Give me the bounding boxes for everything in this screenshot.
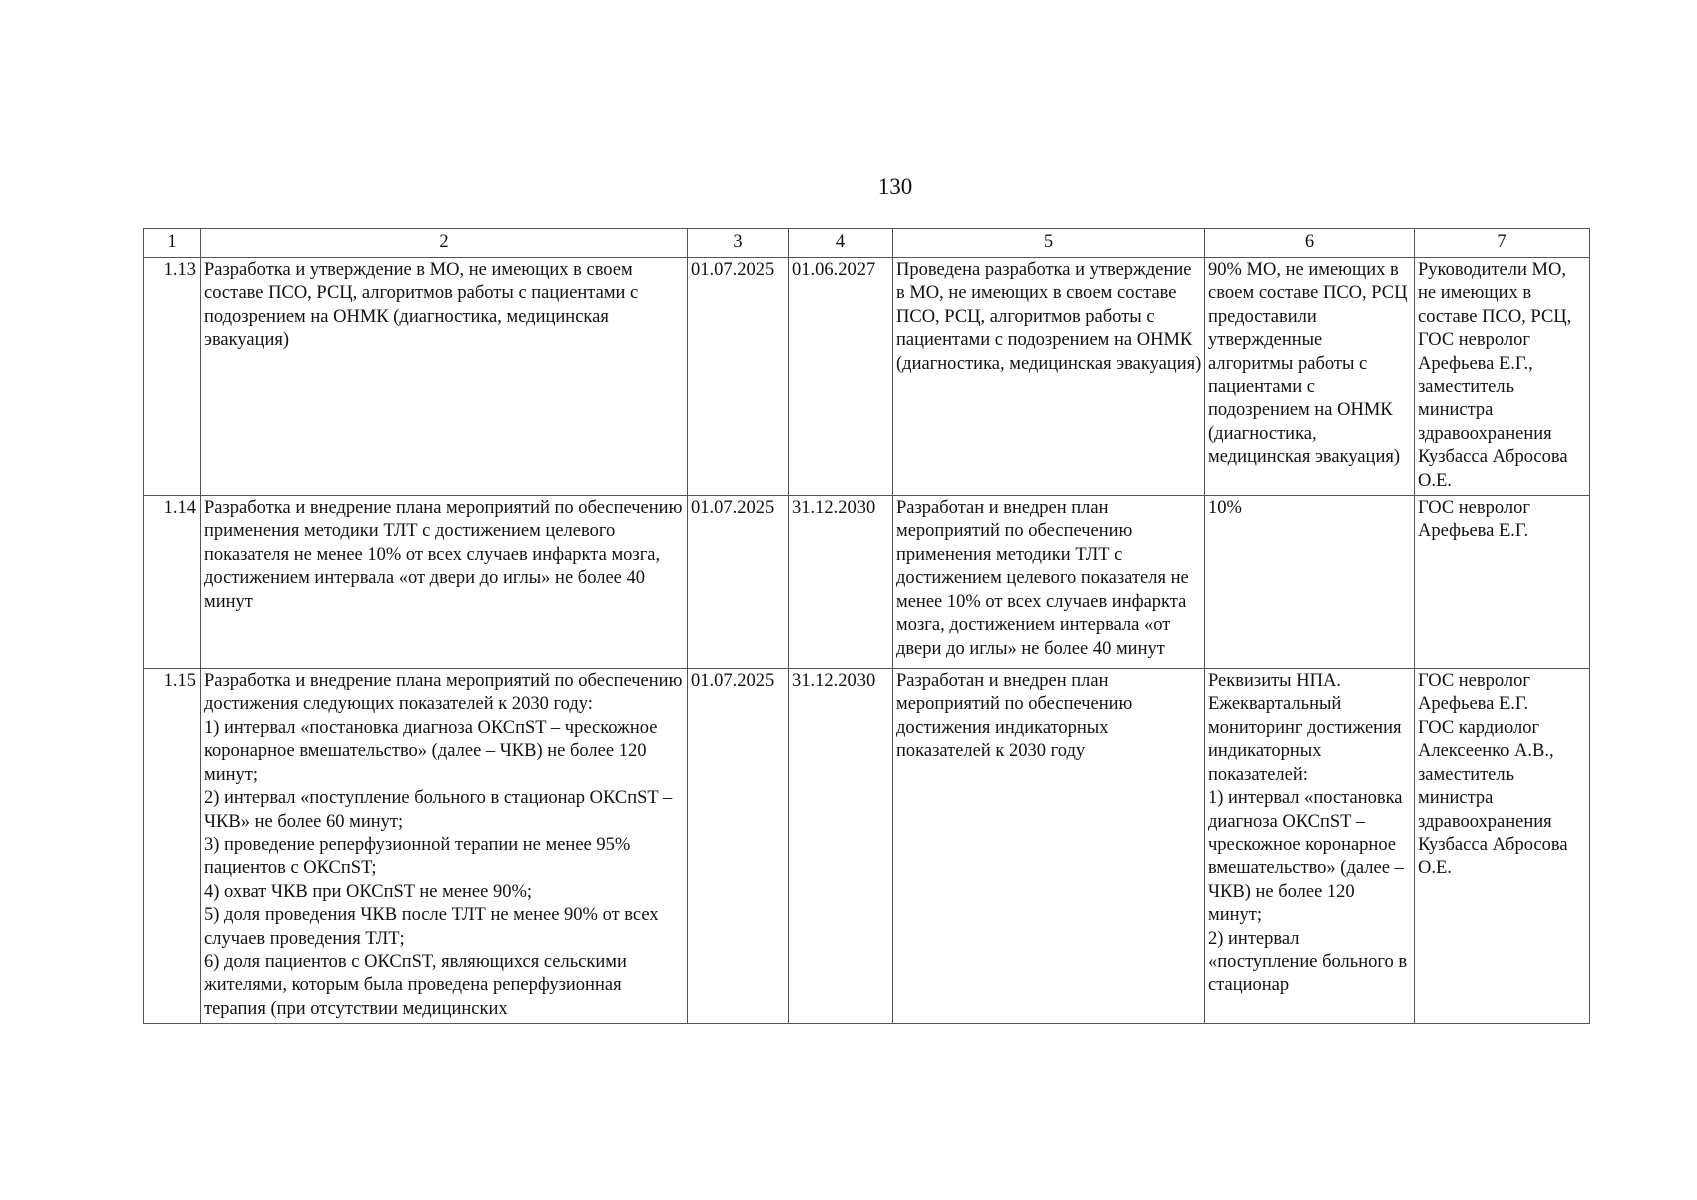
action-plan-table <box>143 228 1590 1024</box>
result-cell: Разработан и внедрен план мероприятий по обеспечению применения методики ТЛТ с достижением целевого показателя не менее 10% от всех случаев инфаркта мозга, достижением интервала «от двери до иглы» не более 40 минут <box>893 496 1205 669</box>
end-date-cell: 01.06.2027 <box>789 258 893 496</box>
start-date-cell: 01.07.2025 <box>688 496 789 669</box>
indicator-cell: 10% <box>1205 496 1415 669</box>
row-number: 1.14 <box>144 496 201 669</box>
column-header-2: 2 <box>201 229 688 258</box>
indicator-cell: Реквизиты НПА. Ежеквартальный мониторинг достижения индикаторных показателей: 1) интервал «постановка диагноза ОКСпST – чрескожное коронарное вмешательство» (далее – ЧКВ) не более 120 минут; 2) интервал «поступление больного в стационар <box>1205 669 1415 1024</box>
indicator-cell: 90% МО, не имеющих в своем составе ПСО, РСЦ предоставили утвержденные алгоритмы работы с пациентами с подозрением на ОНМК (диагностика, медицинская эвакуация) <box>1205 258 1415 496</box>
responsible-cell: ГОС невролог Арефьева Е.Г. ГОС кардиолог Алексеенко А.В., заместитель министра здравоохранения Кузбасса Абросова О.Е. <box>1415 669 1590 1024</box>
row-number: 1.15 <box>144 669 201 1024</box>
table-row <box>144 258 1590 496</box>
result-cell: Разработан и внедрен план мероприятий по обеспечению достижения индикаторных показателей к 2030 году <box>893 669 1205 1024</box>
task-cell: Разработка и утверждение в МО, не имеющих в своем составе ПСО, РСЦ, алгоритмов работы с пациентами с подозрением на ОНМК (диагностика, медицинская эвакуация) <box>201 258 688 496</box>
column-header-6: 6 <box>1205 229 1415 258</box>
task-cell: Разработка и внедрение плана мероприятий по обеспечению применения методики ТЛТ с достижением целевого показателя не менее 10% от всех случаев инфаркта мозга, достижением интервала «от двери до иглы» не более 40 минут <box>201 496 688 669</box>
row-number: 1.13 <box>144 258 201 496</box>
start-date-cell: 01.07.2025 <box>688 258 789 496</box>
responsible-cell: Руководители МО, не имеющих в составе ПСО, РСЦ, ГОС невролог Арефьева Е.Г., заместитель министра здравоохранения Кузбасса Абросова О.Е. <box>1415 258 1590 496</box>
column-header-5: 5 <box>893 229 1205 258</box>
table-row <box>144 496 1590 669</box>
table-row <box>144 669 1590 1024</box>
end-date-cell: 31.12.2030 <box>789 496 893 669</box>
header-row <box>144 229 1590 258</box>
start-date-cell: 01.07.2025 <box>688 669 789 1024</box>
column-header-7: 7 <box>1415 229 1590 258</box>
column-header-1: 1 <box>144 229 201 258</box>
page-number: 130 <box>877 174 913 199</box>
responsible-cell: ГОС невролог Арефьева Е.Г. <box>1415 496 1590 669</box>
end-date-cell: 31.12.2030 <box>789 669 893 1024</box>
result-cell: Проведена разработка и утверждение в МО, не имеющих в своем составе ПСО, РСЦ, алгоритмов работы с пациентами с подозрением на ОНМК (диагностика, медицинская эвакуация) <box>893 258 1205 496</box>
task-cell: Разработка и внедрение плана мероприятий по обеспечению достижения следующих показателей к 2030 году: 1) интервал «постановка диагноза ОКСпST – чрескожное коронарное вмешательство» (далее – ЧКВ) не более 120 минут; 2) интервал «поступление больного в стационар ОКСпST – ЧКВ» не более 60 минут; 3) проведение реперфузионной терапии не менее 95% пациентов с ОКСпST; 4) охват ЧКВ при ОКСпST не менее 90%; 5) доля проведения ЧКВ после ТЛТ не менее 90% от всех случаев проведения ТЛТ; 6) доля пациентов с ОКСпST, являющихся сельскими жителями, которым была проведена реперфузионная терапия (при отсутствии медицинских <box>201 669 688 1024</box>
column-header-3: 3 <box>688 229 789 258</box>
column-header-4: 4 <box>789 229 893 258</box>
